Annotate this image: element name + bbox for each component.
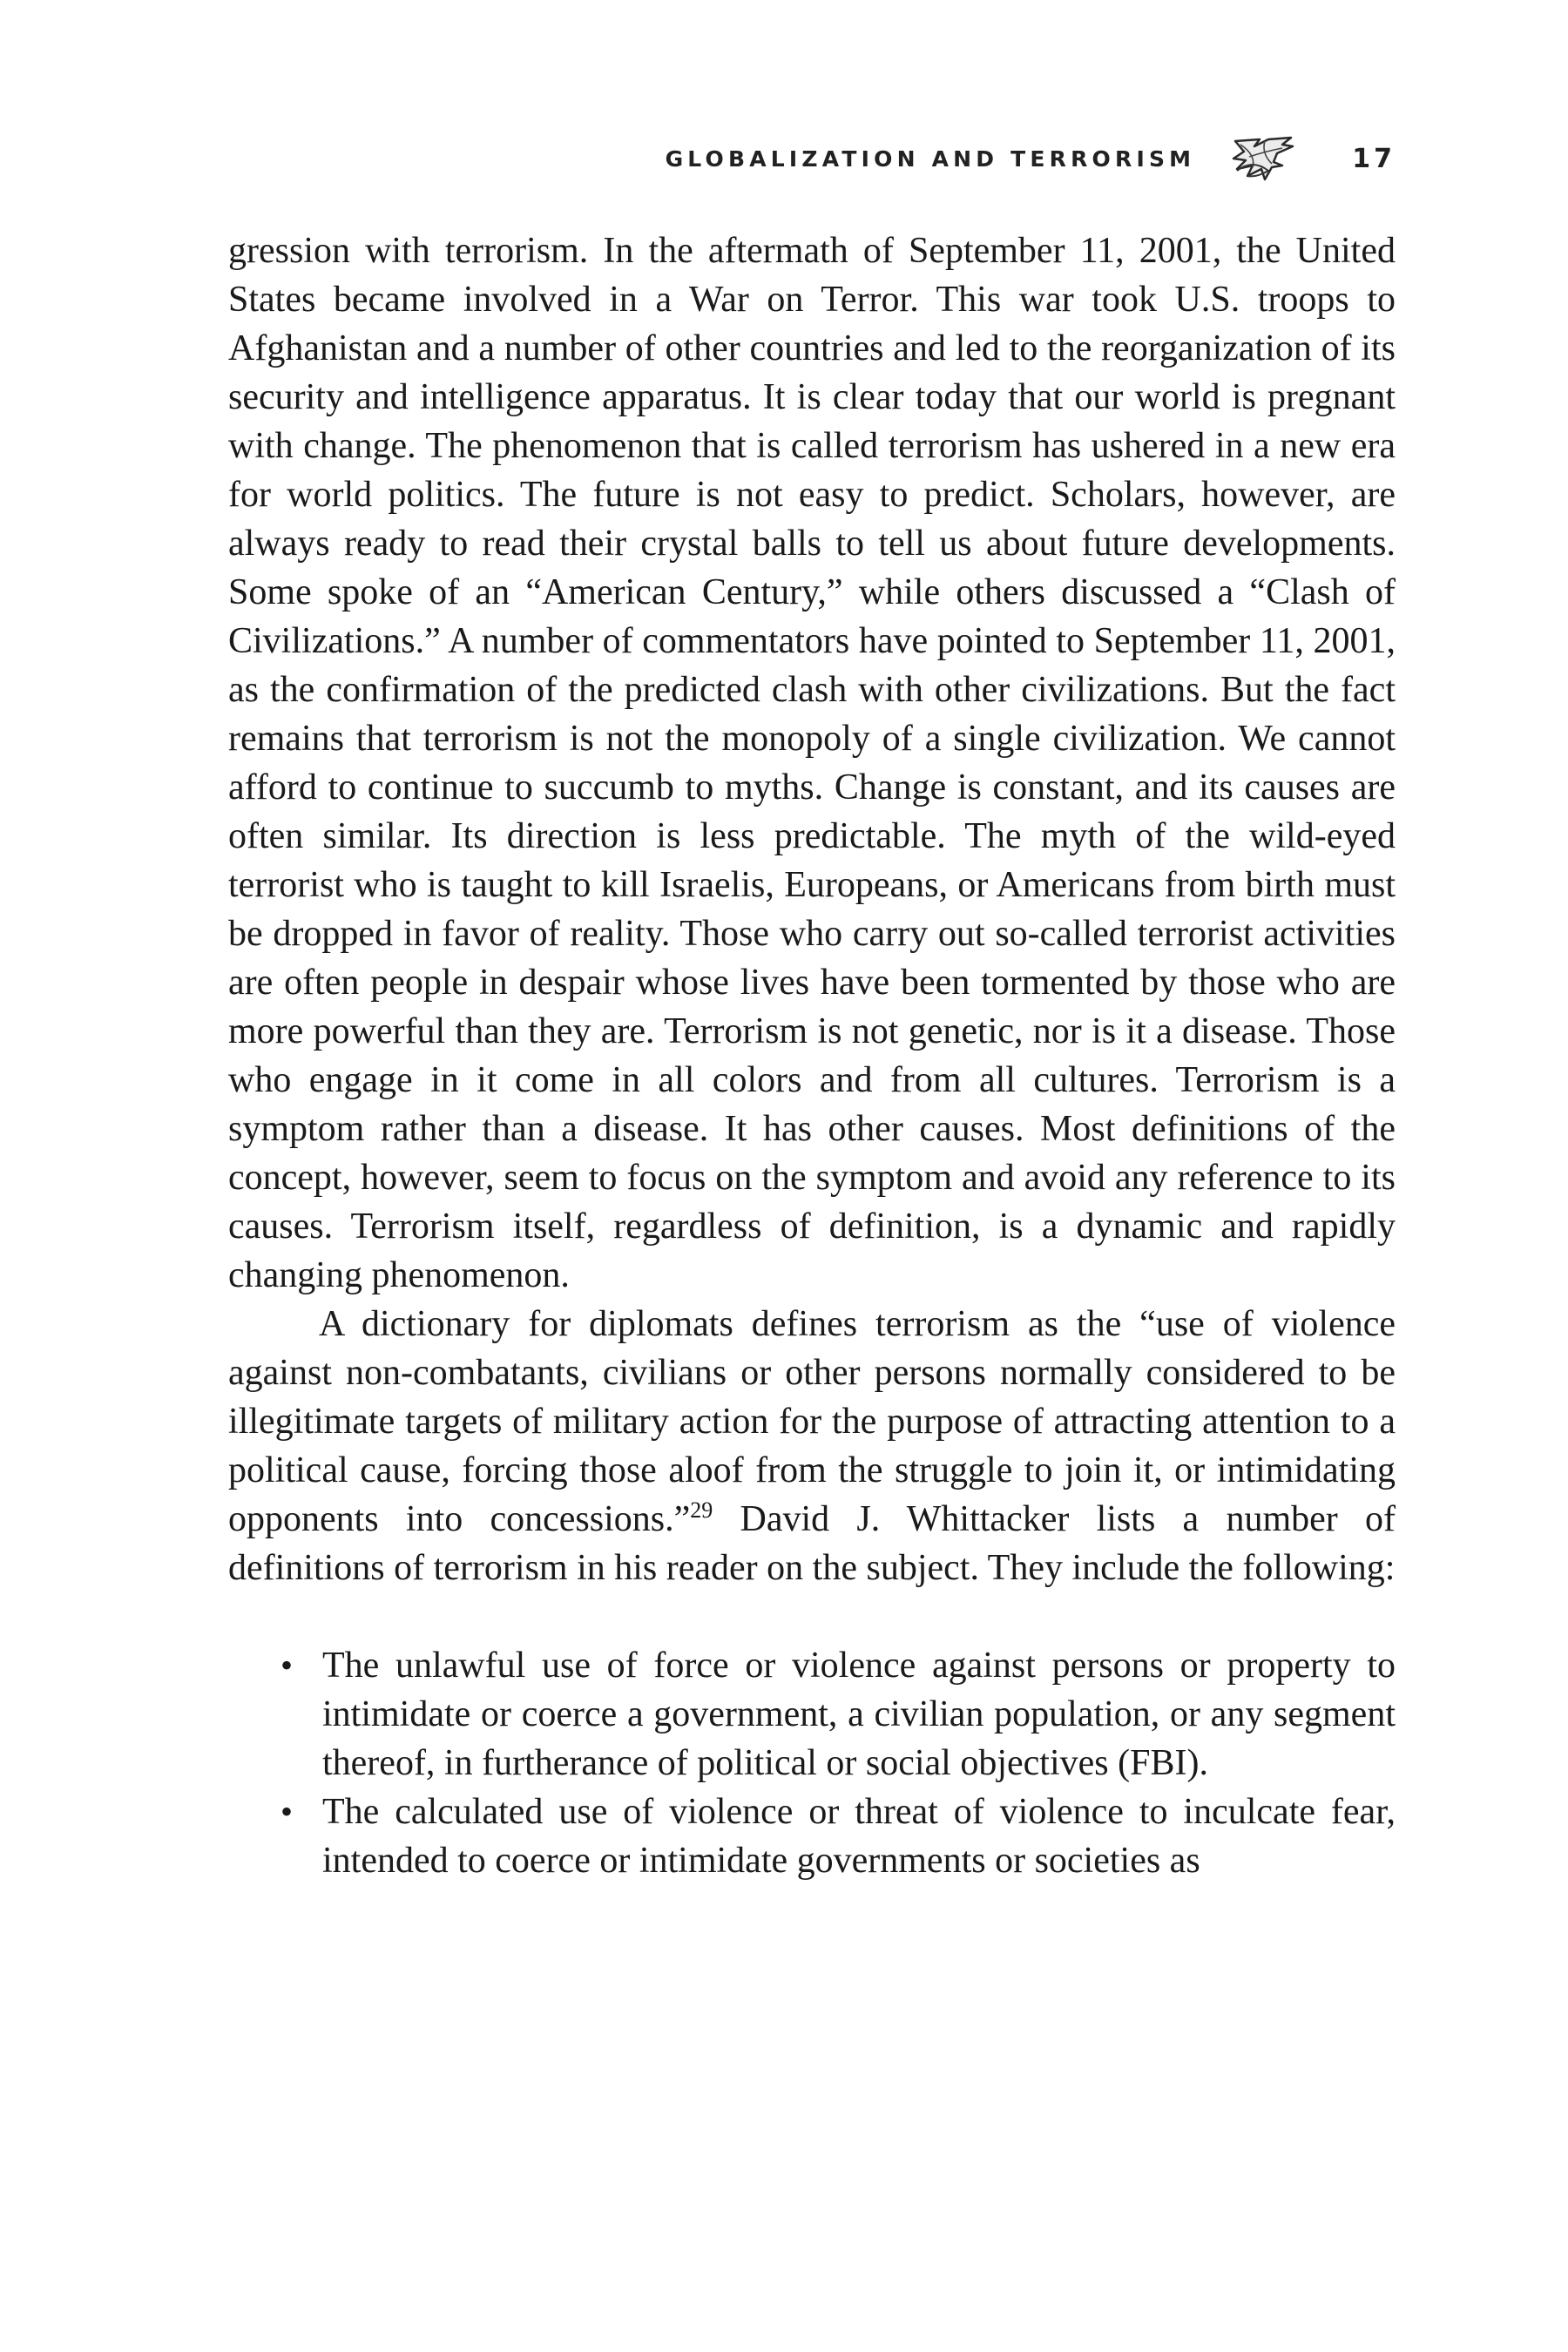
publisher-emblem-icon [1230, 132, 1301, 185]
bullet-icon: • [280, 1792, 294, 1831]
body-text [228, 226, 1396, 1885]
list-item [228, 1641, 1396, 1788]
bullet-icon: • [280, 1646, 294, 1685]
footnote-reference: 29 [690, 1497, 713, 1523]
paragraph-dictionary-definition [228, 1300, 1396, 1592]
paragraph-text-after-note: David J. Whittacker lists a number of definitions of terrorism in his reader on the subject. They include the following: [228, 1499, 1396, 1588]
definitions-list [228, 1641, 1396, 1885]
list-item-text: The calculated use of violence or threat of violence to inculcate fear, intended to coerce or intimidate governments or societies as [322, 1792, 1396, 1881]
paragraph-text-before-note: A dictionary for diplomats defines terrorism as the “use of violence against non-combatants, civilians or other persons normally considered to be illegitimate targets of military action for the purpose of attracting attention to a political cause, forcing those aloof from the struggle to join it, or intimidating opponents into concessions.” [228, 1304, 1396, 1539]
paragraph-continuation: gression with terrorism. In the aftermath of September 11, 2001, the United States became involved in a War on Terror. This war took U.S. troops to Afghanistan and a number of other countries and led to the reorganization of its security and intelligence apparatus. It is clear today that our world is pregnant with change. The phenomenon that is called terrorism has ushered in a new era for world politics. The future is not easy to predict. Scholars, however, are always ready to read their crystal balls to tell us about future developments. Some spoke of an “American Century,” while others discussed a “Clash of Civilizations.” A number of commentators have pointed to September 11, 2001, as the confirmation of the predicted clash with other civilizations. But the fact remains that terrorism is not the monopoly of a single civilization. We cannot afford to continue to succumb to myths. Change is constant, and its causes are often similar. Its direction is less predictable. The myth of the wild-eyed terrorist who is taught to kill Israelis, Europeans, or Americans from birth must be dropped in favor of reality. Those who carry out so-called terrorist activities are often people in despair whose lives have been tormented by those who are more powerful than they are. Terrorism is not genetic, nor is it a disease. Those who engage in it come in all colors and from all cultures. Terrorism is a symptom rather than a disease. It has other causes. Most definitions of the concept, however, seem to focus on the symptom and avoid any reference to its causes. Terrorism itself, regardless of definition, is a dynamic and rapidly changing phenomenon. [228, 231, 1396, 1295]
list-item-text: The unlawful use of force or violence against persons or property to intimidate or coerce a government, a civilian population, or any segment thereof, in furtherance of political or social objectives (FBI). [322, 1646, 1396, 1783]
page-number: 17 [1352, 143, 1396, 174]
running-title: GLOBALIZATION AND TERRORISM [665, 145, 1196, 172]
list-item [228, 1788, 1396, 1885]
running-header [228, 132, 1396, 185]
